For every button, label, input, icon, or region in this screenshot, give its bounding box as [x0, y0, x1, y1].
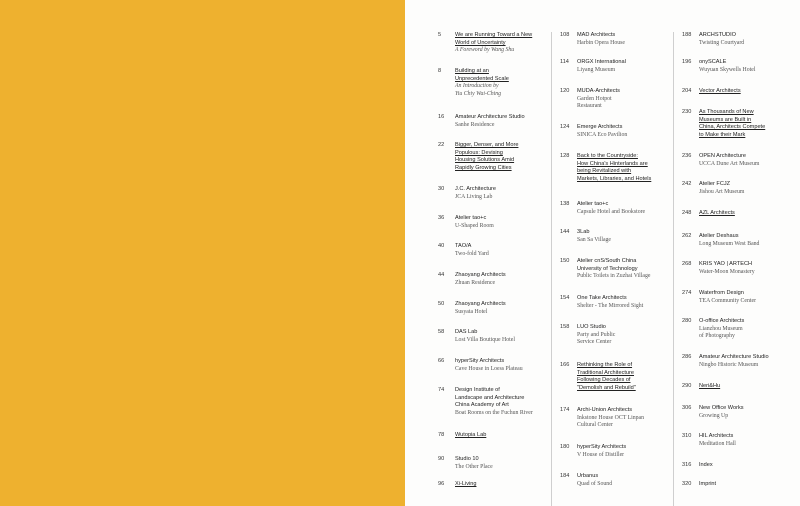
page-number: 138 [560, 201, 570, 207]
architect-name: MUDA-Architects [577, 88, 620, 94]
entry-subtitle: Meditation Hall [699, 440, 736, 447]
entry-subtitle: The Other Place [455, 463, 493, 470]
essay-title-line: World of Uncertainty [455, 39, 506, 46]
architect-name: Atelier FCJZ [699, 181, 731, 187]
entry-subtitle: Zhuan Residence [455, 279, 496, 286]
entry-subtitle: Inkstone House OCT Linpan [577, 414, 645, 421]
architect-name: DAS Lab [455, 329, 478, 335]
essay-title-line: Markets, Libraries, and Hotels [577, 176, 652, 183]
entry-text [577, 59, 670, 74]
column-divider [673, 32, 674, 506]
entry-text [455, 358, 552, 373]
entry-text [577, 88, 670, 111]
entry-text [455, 387, 552, 418]
page-number: 204 [682, 88, 692, 94]
page-number: 36 [438, 215, 445, 221]
page-number: 174 [560, 407, 570, 413]
entry-subtitle: Party and Public [577, 331, 616, 338]
entry-text [699, 59, 797, 74]
entry-text [699, 405, 797, 420]
entry-text [577, 229, 670, 244]
architect-name: Studio 10 [455, 456, 479, 462]
architect-name: Amateur Architecture Studio [455, 114, 525, 120]
entry-subtitle: Quad of Sound [577, 480, 613, 487]
page-number: 124 [560, 124, 570, 130]
page-number: 230 [682, 109, 692, 115]
entry-subtitle: JCA Living Lab [455, 193, 493, 200]
essay-title-line: Following Decades of [577, 377, 631, 384]
page-number: 16 [438, 114, 445, 120]
entry-subtitle: Service Center [577, 339, 612, 346]
page-number: 196 [682, 59, 692, 65]
essay-title-line: Back to the Countryside: [577, 153, 638, 159]
page-number: 58 [438, 329, 445, 335]
page-number: 316 [682, 462, 692, 468]
architect-name: Amateur Architecture Studio [699, 354, 769, 360]
architect-name: China Academy of Art [455, 402, 509, 409]
architect-name: J.C. Architecture [455, 186, 497, 192]
essay-title-line: China, Architects Compete [699, 124, 766, 131]
architect-name: Zhaoyang Architects [455, 301, 506, 307]
entry-text [577, 124, 670, 139]
entry-text [455, 186, 552, 201]
architect-name: LUO Studio [577, 324, 606, 330]
page-number: 236 [682, 153, 692, 159]
entry-subtitle: Yiu Chiy Wai-Ching [455, 91, 502, 98]
page-number: 128 [560, 153, 570, 159]
entry-text [699, 88, 797, 96]
entry-text [577, 258, 670, 281]
entry-text [577, 473, 670, 488]
essay-title-line: Traditional Architecture [577, 369, 634, 376]
page-number: 306 [682, 405, 692, 411]
entry-text [699, 109, 797, 140]
entry-text [699, 32, 797, 47]
essay-title-line: We are Running Toward a New [455, 32, 533, 38]
entry-subtitle: SINICA Eco Pavilion [577, 131, 628, 138]
page-number: 268 [682, 261, 692, 267]
architect-name: hyperSity Architects [577, 444, 627, 450]
architect-name: Archi-Union Architects [577, 407, 633, 413]
page-number: 274 [682, 290, 692, 296]
entry-text [577, 295, 670, 310]
entry-subtitle: Long Museum West Band [699, 240, 760, 247]
essay-title-line: Wutopia Lab [455, 432, 487, 438]
entry-subtitle: San Sa Village [577, 236, 611, 243]
page-number: 280 [682, 318, 692, 324]
entry-subtitle: An Introduction by [455, 83, 499, 90]
entry-subtitle: V House of Distiller [577, 451, 625, 458]
page-number: 66 [438, 358, 445, 364]
entry-subtitle: Boat Rooms on the Fuchun River [455, 410, 533, 417]
entry-subtitle: Liyang Museum [577, 66, 616, 73]
entry-text [455, 432, 552, 440]
architect-name: 3Lab [577, 229, 590, 235]
entry-subtitle: Sanhe Residence [455, 121, 495, 128]
architect-name: One Take Architects [577, 295, 627, 301]
architect-name: Emerge Architects [577, 124, 623, 130]
architect-name: Zhaoyang Architects [455, 272, 506, 278]
page-number: 90 [438, 456, 445, 462]
essay-title-line: Rethinking the Role of [577, 362, 633, 368]
entry-subtitle: Water-Moon Monastery [699, 268, 755, 275]
entry-subtitle: Cultural Center [577, 422, 613, 429]
page-number: 184 [560, 473, 570, 479]
entry-subtitle: Growing Up [699, 412, 729, 419]
entry-text [455, 68, 552, 99]
entry-subtitle: Twisting Courtyard [699, 39, 745, 46]
essay-title-line: Vector Architects [699, 88, 741, 94]
architect-name: MAD Architects [577, 32, 616, 38]
entry-text [577, 324, 670, 347]
page-number: 108 [560, 32, 570, 38]
page-number: 5 [438, 32, 442, 38]
entry-text [455, 243, 552, 258]
page-number: 74 [438, 387, 445, 393]
architect-name: Design Institute of [455, 387, 500, 393]
entry-text [455, 32, 552, 55]
entry-text [699, 233, 797, 248]
architect-name: University of Technology [577, 265, 638, 272]
page-number: 262 [682, 233, 692, 239]
entry-subtitle: Jishou Art Museum [699, 188, 745, 195]
entry-subtitle: of Photography [699, 333, 735, 340]
entry-subtitle: U-Shaped Room [455, 222, 494, 229]
architect-name: Atelier tao+c [455, 215, 487, 221]
entry-text [699, 290, 797, 305]
architect-name: HIL Architects [699, 433, 734, 439]
architect-name: Atelier tao+c [577, 201, 609, 207]
entry-text [455, 114, 552, 129]
architect-name: Waterfrom Design [699, 290, 744, 296]
page-number: 188 [682, 32, 692, 38]
page-number: 8 [438, 68, 442, 74]
entry-subtitle: Wuyuan Skywells Hotel [699, 66, 756, 73]
essay-title-line: Populous: Devising [455, 149, 503, 156]
entry-subtitle: Harbin Opera House [577, 39, 625, 46]
entry-subtitle: Public Toilets in Zuzhai Village [577, 273, 651, 280]
entry-text [699, 433, 797, 448]
page-number: 286 [682, 354, 692, 360]
entry-text [699, 462, 797, 470]
entry-subtitle: Ningbo Historic Museum [699, 361, 759, 368]
page-number: 22 [438, 142, 445, 148]
entry-subtitle: Susyata Hotel [455, 308, 488, 315]
page-number: 30 [438, 186, 445, 192]
architect-name: onySCALE [699, 59, 727, 65]
entry-subtitle: Restaurant [577, 103, 602, 110]
entry-text [455, 456, 552, 471]
essay-title-line: How China's Hinterlands are [577, 160, 648, 167]
essay-title-line: As Thousands of New [699, 109, 754, 115]
entry-subtitle: Two-fold Yard [455, 250, 489, 257]
entry-subtitle: TEA Community Center [699, 297, 756, 304]
entry-text [699, 383, 797, 391]
essay-title-line: Unprecedented Scale [455, 75, 509, 82]
essay-title-line: Neri&Hu [699, 383, 721, 389]
entry-subtitle: A Foreword by Wang Shu [455, 47, 515, 54]
page-number: 310 [682, 433, 692, 439]
essay-title-line: Rapidly Growing Cities [455, 165, 512, 172]
entry-text [577, 201, 670, 216]
page-number: 320 [682, 481, 692, 487]
entry-subtitle: Shelter - The Mirrored Sight [577, 302, 644, 309]
page-number: 44 [438, 272, 445, 278]
entry-text [699, 210, 797, 218]
page-number: 180 [560, 444, 570, 450]
entry-text [699, 181, 797, 196]
page-number: 120 [560, 88, 570, 94]
architect-name: O-office Architects [699, 318, 745, 324]
page-number: 290 [682, 383, 692, 389]
entry-text [699, 318, 797, 341]
entry-text [455, 481, 552, 489]
essay-title-line: to Make their Mark [699, 132, 746, 139]
architect-name: OPEN Architecture [699, 153, 746, 159]
entry-text [577, 444, 670, 459]
essay-title-line: AZL Architects [699, 210, 735, 216]
entry-subtitle: Garden Hotpot [577, 95, 612, 102]
architect-name: hyperSity Architects [455, 358, 505, 364]
architect-name: Index [699, 462, 713, 468]
entry-subtitle: UCCA Dune Art Museum [699, 160, 760, 167]
entry-text [699, 153, 797, 168]
architect-name: Atelier cnS/South China [577, 258, 637, 264]
page-number: 154 [560, 295, 570, 301]
essay-title-line: Housing Solutions Amid [455, 157, 515, 164]
page-number: 78 [438, 432, 445, 438]
entry-text [455, 272, 552, 287]
page-number: 242 [682, 181, 692, 187]
entry-subtitle: Cave House in Loess Plateau [455, 365, 523, 372]
page-number: 248 [682, 210, 692, 216]
essay-title-line: "Demolish and Rebuild" [577, 385, 636, 392]
entry-subtitle: Capsule Hotel and Bookstore [577, 208, 646, 215]
architect-name: Landscape and Architecture [455, 394, 525, 401]
essay-title-line: Building at an [455, 68, 489, 74]
entry-subtitle: Lost Villa Boutique Hotel [455, 336, 515, 343]
page-number: 158 [560, 324, 570, 330]
entry-text [699, 481, 797, 489]
entry-text [577, 153, 670, 184]
page-number: 166 [560, 362, 570, 368]
architect-name: Urbanus [577, 473, 599, 479]
architect-name: ORGX International [577, 59, 626, 65]
entry-text [455, 329, 552, 344]
entry-text [455, 301, 552, 316]
essay-title-line: being Revitalized with [577, 168, 632, 175]
entry-text [699, 261, 797, 276]
entry-text [577, 32, 670, 47]
entry-text [577, 407, 670, 430]
essay-title-line: Museums are Built in [699, 116, 752, 123]
architect-name: ARCHSTUDIO [699, 32, 736, 38]
page-number: 50 [438, 301, 445, 307]
essay-title-line: Bigger, Denser, and More [455, 142, 519, 148]
entry-text [699, 354, 797, 369]
architect-name: New Office Works [699, 405, 744, 411]
architect-name: Imprint [699, 481, 717, 487]
architect-name: Atelier Deshaus [699, 233, 739, 239]
essay-title-line: Xi-Living [455, 481, 477, 487]
page-number: 114 [560, 59, 569, 65]
entry-subtitle: Lianzhou Museum [699, 325, 743, 332]
entry-text [455, 215, 552, 230]
page-number: 150 [560, 258, 570, 264]
page-number: 40 [438, 243, 445, 249]
architect-name: KRIS YAO | ARTECH [699, 261, 753, 267]
page-number: 96 [438, 481, 445, 487]
page-number: 144 [560, 229, 570, 235]
architect-name: TAO/A [455, 243, 472, 249]
entry-text [455, 142, 552, 173]
entry-text [577, 362, 670, 393]
